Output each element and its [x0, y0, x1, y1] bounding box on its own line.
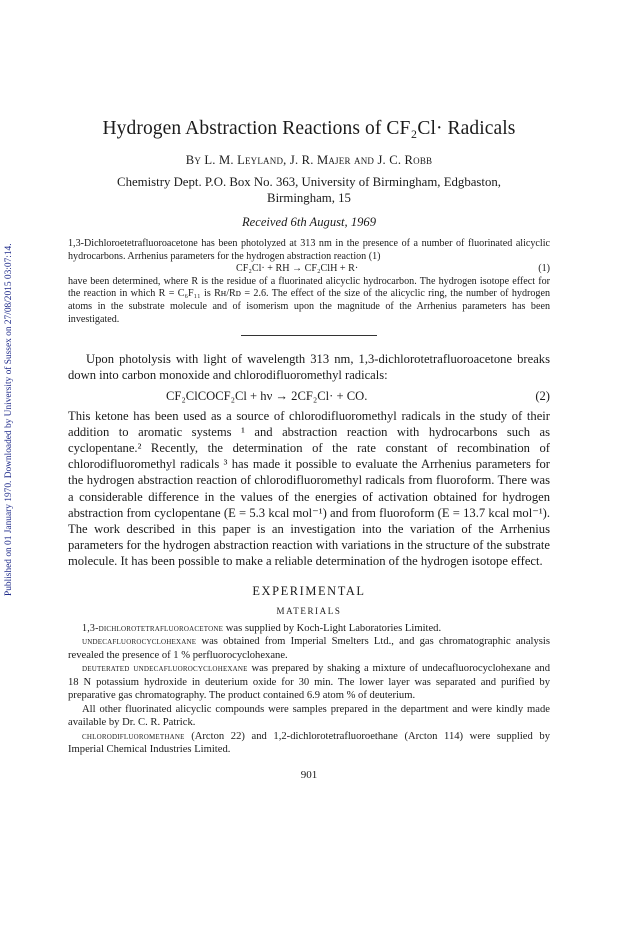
equation-1-number: (1)	[538, 263, 550, 275]
equation-2-expression: CF₂ClCOCF₂Cl + hν → 2CF₂Cl· + CO.	[166, 388, 368, 403]
materials-item	[68, 635, 550, 662]
intro-paragraph-2: This ketone has been used as a source of chlorodifluoromethyl radicals in the study of their addition to aromatic systems ¹ and abstraction reaction with hydrocarbons such as cyclopentane.² Recently, the determination of the rate constant of recombination of chlorodifluoromethyl radicals ³ has made it possible to evaluate the Arrhenius parameters for the hydrogen abstraction reaction of chlorodifluoromethyl radicals from fluoroform. There was a considerable difference in the values of the energies of activation obtained for hydrogen abstraction from cyclopentane (E = 5.3 kcal mol⁻¹) and from fluoroform (E = 13.7 kcal mol⁻¹). The work described in this paper is an investigation into the variation of the Arrhenius parameters for the hydrogen abstraction reaction with variations in the structure of the substrate molecule. It has been possible to make a reliable determination of the hydrogen isotope effect.	[68, 408, 550, 569]
abstract-paragraph-2: have been determined, where R is the residue of a fluorinated alicyclic hydrocarbon. The hydrogen isotope effect for the reaction in which R = C₆F₁₁ is Rʜ/Rᴅ = 2.6. The effect of the size of the alicyclic ring, the number of hydrogen atoms in the substrate molecule and of isomerism upon the magnitude of the Arrhenius parameters has been investigated.	[68, 275, 550, 325]
download-margin-note	[4, 176, 20, 596]
materials-item-text: was obtained from Imperial Smelters Ltd., and gas chromatographic analysis revealed the presence of 1 % perfluorocyclohexane.	[68, 636, 550, 661]
equation-1	[68, 263, 550, 276]
materials-item-lead: 1,3-dichlorotetrafluoroacetone	[82, 622, 224, 634]
download-note-text: Published on 01 January 1970. Downloaded by University of Sussex on 27/08/2015 03:07:14.	[4, 243, 14, 596]
experimental-heading: EXPERIMENTAL	[252, 583, 366, 598]
article-title: Hydrogen Abstraction Reactions of CF₂Cl· Radicals	[102, 118, 516, 139]
abstract-paragraph-1: 1,3-Dichloroetetrafluoroacetone has been photolyzed at 313 nm in the presence of a number of fluorinated alicyclic hydrocarbons. Arrhenius parameters for the hydrogen abstraction reaction (1)	[68, 238, 550, 262]
page-number: 901	[300, 768, 318, 781]
affiliation-line-1: Chemistry Dept. P.O. Box No. 363, University of Birmingham, Edgbaston,	[117, 175, 501, 189]
affiliation	[68, 174, 550, 206]
materials-heading: MATERIALS	[276, 605, 342, 616]
article-page	[68, 100, 550, 781]
author-names: By L. M. Leyland, J. R. Majer and J. C. Robb	[185, 153, 433, 167]
materials-item-lead: undecafluorocyclohexane	[82, 636, 197, 648]
materials-item	[68, 622, 550, 636]
received-date: Received 6th August, 1969	[241, 215, 377, 229]
materials-item-text: (Arcton 22) and 1,2-dichlorotetrafluoroethane (Arcton 114) were supplied by Imperial Chemical Industries Limited.	[68, 730, 550, 756]
materials-item	[68, 662, 550, 703]
materials-item-text: was prepared by shaking a mixture of undecafluorocyclohexane and 18 N potassium hydroxide in deuterium oxide for 30 min. The lower layer was separated and purified by preparative gas chromatography. The product contained 6.9 atom % of deuterium.	[68, 663, 550, 702]
abstract	[68, 238, 550, 326]
materials-item-text: was supplied by Koch-Light Laboratories Limited.	[223, 622, 442, 634]
equation-2-number: (2)	[535, 388, 550, 403]
materials-item	[68, 703, 550, 730]
materials-section	[68, 622, 550, 757]
materials-item-lead: deuterated undecafluorocyclohexane	[82, 663, 248, 675]
introduction	[68, 351, 550, 569]
section-divider	[241, 335, 377, 336]
materials-item	[68, 730, 550, 757]
intro-paragraph-1: Upon photolysis with light of wavelength 313 nm, 1,3-dichlorotetrafluoroacetone breaks down into carbon monoxide and chlorodifluoromethyl radicals:	[68, 352, 550, 383]
equation-1-expression: CF₂Cl· + RH → CF₂ClH + R·	[236, 263, 359, 275]
equation-2	[68, 387, 550, 405]
materials-item-lead: chlorodifluoromethane	[82, 730, 185, 742]
author-line	[68, 153, 550, 168]
affiliation-line-2: Birmingham, 15	[267, 191, 351, 205]
materials-item-text: All other fluorinated alicyclic compounds were samples prepared in the department and were kindly made available by Dr. C. R. Patrick.	[68, 703, 550, 729]
